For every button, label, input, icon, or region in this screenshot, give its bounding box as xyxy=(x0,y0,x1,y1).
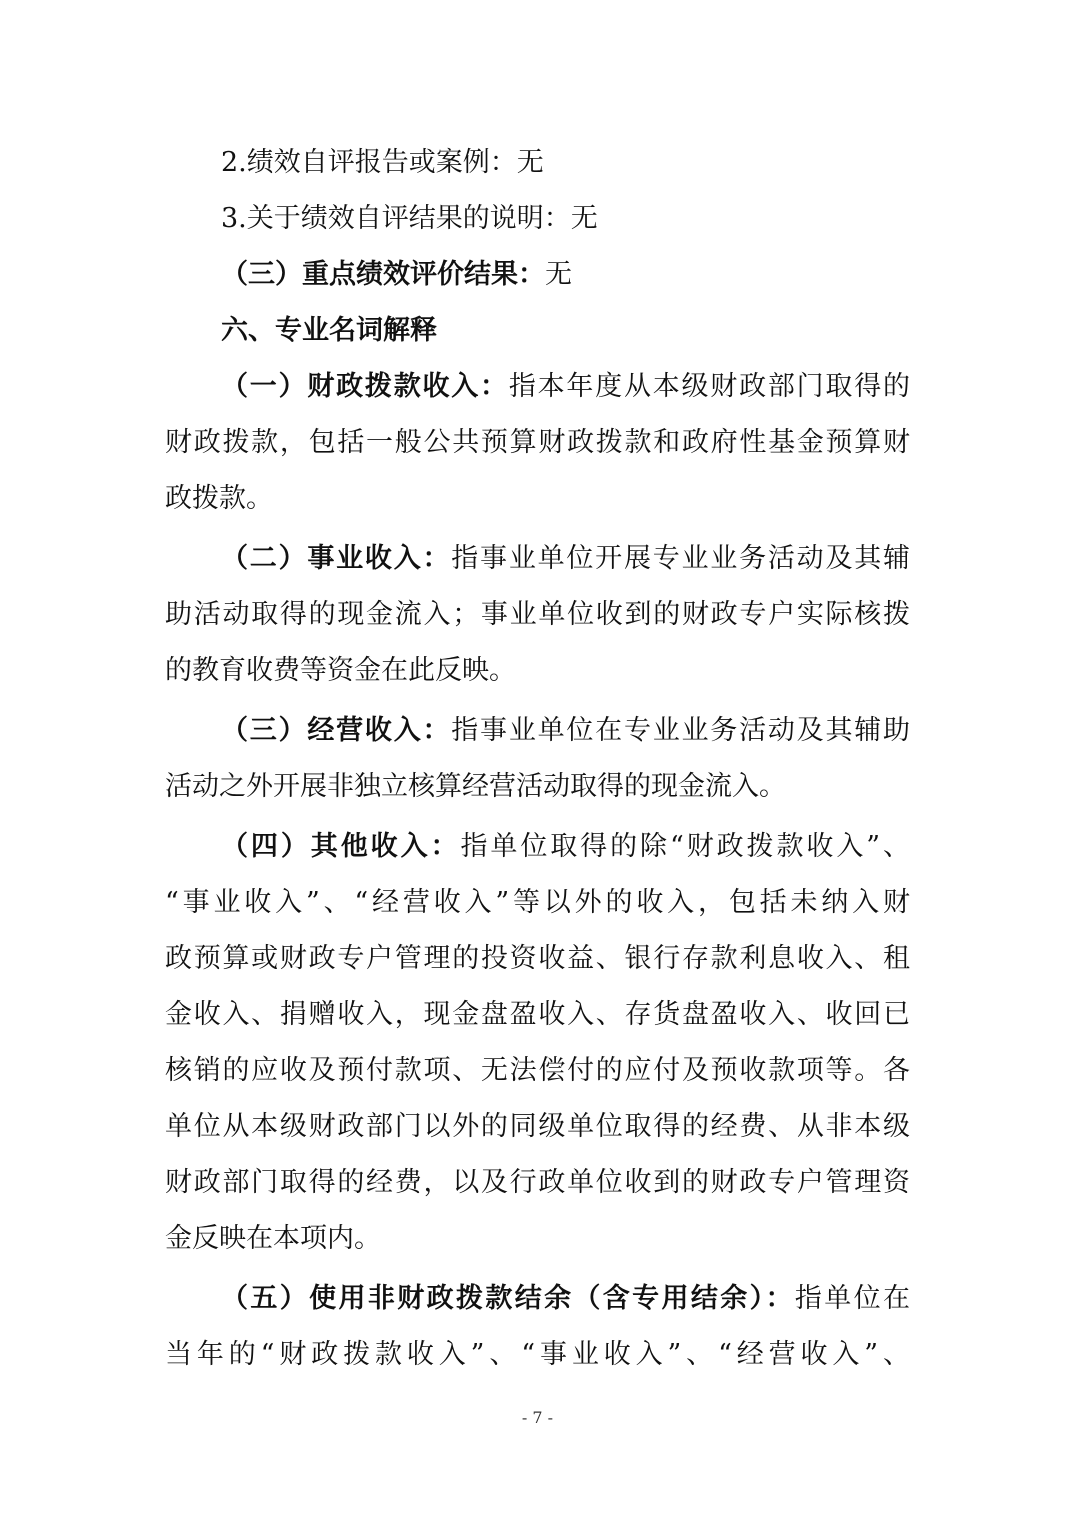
item-2: 2.绩效自评报告或案例：无 xyxy=(221,147,544,178)
term-text: 指事业单位在专业业务活动及其辅助 xyxy=(451,715,911,746)
term-first-line xyxy=(165,359,910,415)
term-label: （四）其他收入： xyxy=(221,831,461,862)
section-heading: 六、专业名词解释 xyxy=(221,315,437,346)
term-text: 核销的应收及预付款项、无法偿付的应付及预收款项等。各 xyxy=(165,1055,910,1086)
term-text: 指本年度从本级财政部门取得的 xyxy=(508,371,911,402)
term-label: （一）财政拨款收入： xyxy=(221,371,509,402)
term-financial-appropriation xyxy=(165,359,910,527)
term-first-line xyxy=(165,819,910,875)
term-text: 活动之外开展非独立核算经营活动取得的现金流入。 xyxy=(165,771,786,802)
term-label: （二）事业收入： xyxy=(221,543,452,574)
item-3: 3.关于绩效自评结果的说明：无 xyxy=(221,203,598,234)
term-other-income xyxy=(165,819,910,1267)
page-number: - 7 - xyxy=(521,1408,554,1427)
term-text: 金收入、捐赠收入，现金盘盈收入、存货盘盈收入、收回已 xyxy=(165,999,910,1030)
term-text: “事业收入”、“经营收入”等以外的收入，包括未纳入财 xyxy=(165,887,910,918)
key-eval-label: （三）重点绩效评价结果： xyxy=(221,259,545,290)
term-first-line xyxy=(165,703,910,759)
term-text: 当年的“财政拨款收入”、“事业收入”、“经营收入”、 xyxy=(165,1339,910,1370)
key-eval-line xyxy=(165,247,910,303)
term-text: 单位从本级财政部门以外的同级单位取得的经费、从非本级 xyxy=(165,1111,910,1142)
term-label: （三）经营收入： xyxy=(221,715,452,746)
term-text: 政预算或财政专户管理的投资收益、银行存款利息收入、租 xyxy=(165,943,910,974)
term-first-line xyxy=(165,531,910,587)
key-eval-value: 无 xyxy=(545,259,572,290)
term-non-appropriation-balance xyxy=(165,1271,910,1383)
term-text: 财政拨款，包括一般公共预算财政拨款和政府性基金预算财 xyxy=(165,427,910,458)
term-text: 助活动取得的现金流入；事业单位收到的财政专户实际核拨 xyxy=(165,599,910,630)
term-text: 指单位在 xyxy=(794,1283,910,1314)
term-text: 财政部门取得的经费，以及行政单位收到的财政专户管理资 xyxy=(165,1167,910,1198)
term-text: 的教育收费等资金在此反映。 xyxy=(165,655,516,686)
term-text: 指单位取得的除“财政拨款收入”、 xyxy=(460,831,911,862)
term-operating-income xyxy=(165,703,910,815)
term-label: （五）使用非财政拨款结余（含专用结余）： xyxy=(221,1283,795,1314)
term-text: 指事业单位开展专业业务活动及其辅 xyxy=(451,543,911,574)
term-text: 金反映在本项内。 xyxy=(165,1223,381,1254)
term-text: 政拨款。 xyxy=(165,483,273,514)
term-first-line xyxy=(165,1271,910,1327)
term-business-income xyxy=(165,531,910,699)
document-body xyxy=(165,135,910,1383)
